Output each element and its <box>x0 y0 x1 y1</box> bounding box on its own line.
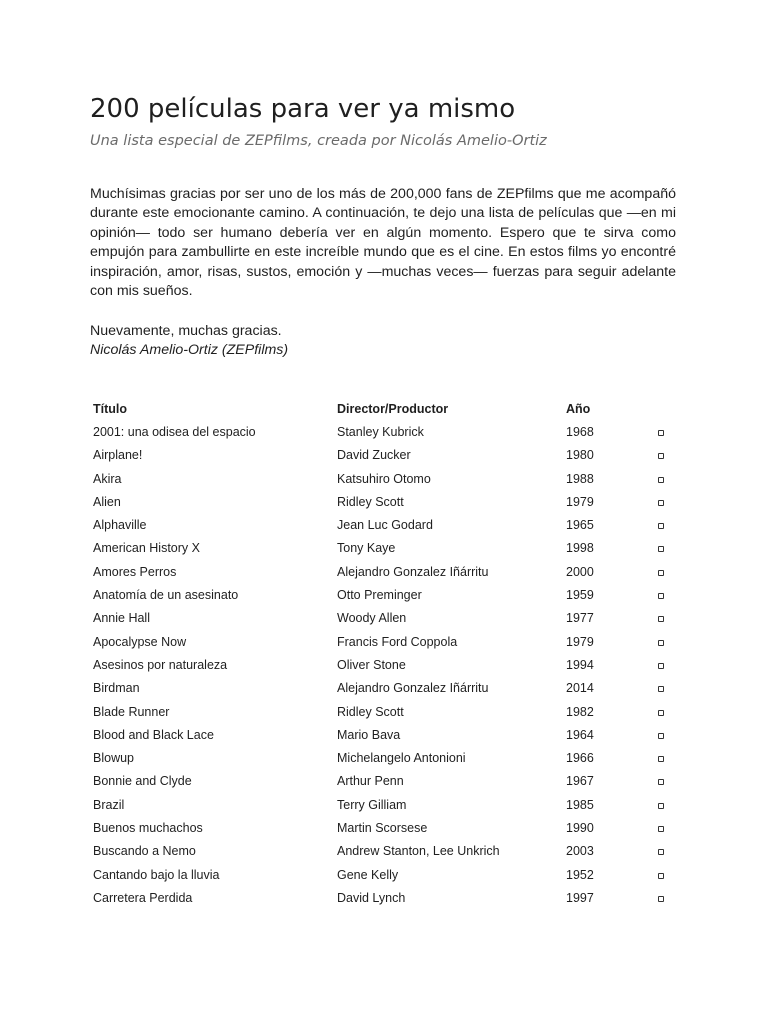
movie-director: Ridley Scott <box>337 704 404 719</box>
movie-year: 2000 <box>566 564 594 579</box>
movie-title: Buscando a Nemo <box>93 844 196 859</box>
thanks-line: Nuevamente, muchas gracias. <box>90 323 282 339</box>
checkbox-icon[interactable] <box>658 453 664 459</box>
movie-year: 1994 <box>566 657 594 672</box>
checkbox-icon[interactable] <box>658 686 664 692</box>
table-row <box>93 724 673 747</box>
table-row <box>93 607 673 630</box>
movie-year: 1997 <box>566 890 594 905</box>
page-title: 200 películas para ver ya mismo <box>90 94 516 124</box>
table-row <box>93 537 673 560</box>
checkbox-icon[interactable] <box>658 849 664 855</box>
movie-year: 2003 <box>566 844 594 859</box>
movie-director: Gene Kelly <box>337 867 399 882</box>
movie-title: Akira <box>93 471 122 486</box>
table-row <box>93 654 673 677</box>
movie-title: Blowup <box>93 751 134 766</box>
movie-year: 1952 <box>566 867 594 882</box>
checkbox-icon[interactable] <box>658 546 664 552</box>
movie-director: Katsuhiro Otomo <box>337 471 431 486</box>
table-body <box>93 421 673 910</box>
movie-year: 1990 <box>566 821 594 836</box>
table-row <box>93 561 673 584</box>
checkbox-icon[interactable] <box>658 826 664 832</box>
movie-title: Asesinos por naturaleza <box>93 657 228 672</box>
movie-year: 1985 <box>566 797 594 812</box>
movie-year: 1967 <box>566 774 594 789</box>
table-row <box>93 794 673 817</box>
movie-director: David Zucker <box>337 448 411 463</box>
movie-director: Michelangelo Antonioni <box>337 751 466 766</box>
checkbox-icon[interactable] <box>658 593 664 599</box>
movie-year: 1988 <box>566 471 594 486</box>
movie-title: 2001: una odisea del espacio <box>93 425 256 439</box>
table-row <box>93 421 673 444</box>
table-row <box>93 491 673 514</box>
movie-table <box>93 397 673 910</box>
table-row <box>93 444 673 467</box>
table-header-row <box>93 397 673 421</box>
movie-director: Tony Kaye <box>337 541 396 556</box>
movie-director: Mario Bava <box>337 727 401 742</box>
checkbox-icon[interactable] <box>658 756 664 762</box>
movie-director: Arthur Penn <box>337 774 404 789</box>
checkbox-icon[interactable] <box>658 570 664 576</box>
movie-title: Blood and Black Lace <box>93 727 214 742</box>
header-title: Título <box>93 402 128 416</box>
table-row <box>93 747 673 770</box>
table-row <box>93 631 673 654</box>
signature-line: Nicolás Amelio-Ortiz (ZEPfilms) <box>90 342 289 358</box>
intro-paragraph: Muchísimas gracias por ser uno de los más de 200,000 fans de ZEPfilms que me acompañó durante este emocionante camino. A continuación, te dejo una lista de películas que —en mi opinión— todo ser humano debería ver en algún momento. Espero que te sirva como empujón para zambullirte en este increíble mundo que es el cine. En estos films yo encontré inspiración, amor, risas, sustos, emoción y —muchas veces— fuerzas para seguir adelante con mis sueños. <box>90 186 676 300</box>
checkbox-icon[interactable] <box>658 733 664 739</box>
movie-year: 1998 <box>566 541 594 556</box>
checkbox-icon[interactable] <box>658 663 664 669</box>
movie-title: Alphaville <box>93 518 147 533</box>
table-row <box>93 887 673 910</box>
table-row <box>93 864 673 887</box>
movie-director: Woody Allen <box>337 611 407 626</box>
movie-director: Martin Scorsese <box>337 821 428 836</box>
checkbox-icon[interactable] <box>658 779 664 785</box>
movie-title: Birdman <box>93 681 140 696</box>
table-row <box>93 468 673 491</box>
movie-director: Jean Luc Godard <box>337 518 433 533</box>
movie-year: 1964 <box>566 727 594 742</box>
movie-year: 1982 <box>566 704 594 719</box>
movie-year: 2014 <box>566 681 594 696</box>
movie-director: Alejandro Gonzalez Iñárritu <box>337 681 489 696</box>
table-row <box>93 514 673 537</box>
table-row <box>93 677 673 700</box>
checkbox-icon[interactable] <box>658 477 664 483</box>
movie-title: Annie Hall <box>93 611 150 626</box>
checkbox-icon[interactable] <box>658 803 664 809</box>
movie-title: Buenos muchachos <box>93 821 203 836</box>
movie-title: Cantando bajo la lluvia <box>93 867 220 882</box>
movie-title: American History X <box>93 541 200 556</box>
checkbox-icon[interactable] <box>658 873 664 879</box>
movie-title: Brazil <box>93 797 125 812</box>
movie-year: 1977 <box>566 611 594 626</box>
movie-year: 1965 <box>566 518 594 533</box>
movie-title: Carretera Perdida <box>93 890 193 905</box>
page-subtitle: Una lista especial de ZEPfilms, creada por Nicolás Amelio-Ortiz <box>90 133 547 149</box>
movie-director: Terry Gilliam <box>337 797 407 812</box>
movie-title: Bonnie and Clyde <box>93 774 192 789</box>
movie-year: 1980 <box>566 448 594 463</box>
table-row <box>93 701 673 724</box>
movie-director: Andrew Stanton, Lee Unkrich <box>337 844 500 859</box>
table-row <box>93 770 673 793</box>
movie-year: 1959 <box>566 588 594 603</box>
movie-year: 1979 <box>566 634 594 649</box>
table-row <box>93 817 673 840</box>
checkbox-icon[interactable] <box>658 523 664 529</box>
movie-title: Amores Perros <box>93 564 177 579</box>
checkbox-icon[interactable] <box>658 896 664 902</box>
movie-director: Otto Preminger <box>337 588 422 603</box>
checkbox-icon[interactable] <box>658 500 664 506</box>
movie-director: David Lynch <box>337 890 406 905</box>
movie-title: Airplane! <box>93 448 143 463</box>
movie-director: Alejandro Gonzalez Iñárritu <box>337 564 489 579</box>
checkbox-icon[interactable] <box>658 430 664 436</box>
movie-director: Stanley Kubrick <box>337 425 424 439</box>
movie-title: Blade Runner <box>93 704 170 719</box>
movie-title: Alien <box>93 494 121 509</box>
movie-director: Francis Ford Coppola <box>337 634 458 649</box>
movie-title: Anatomía de un asesinato <box>93 588 239 603</box>
checkbox-icon[interactable] <box>658 616 664 622</box>
movie-year: 1979 <box>566 494 594 509</box>
movie-director: Oliver Stone <box>337 657 406 672</box>
header-director: Director/Productor <box>337 402 449 416</box>
movie-year: 1966 <box>566 751 594 766</box>
movie-year: 1968 <box>566 425 594 439</box>
movie-title: Apocalypse Now <box>93 634 187 649</box>
movie-director: Ridley Scott <box>337 494 404 509</box>
table-row <box>93 584 673 607</box>
header-year: Año <box>566 402 591 416</box>
checkbox-icon[interactable] <box>658 710 664 716</box>
checkbox-icon[interactable] <box>658 640 664 646</box>
table-row <box>93 840 673 863</box>
